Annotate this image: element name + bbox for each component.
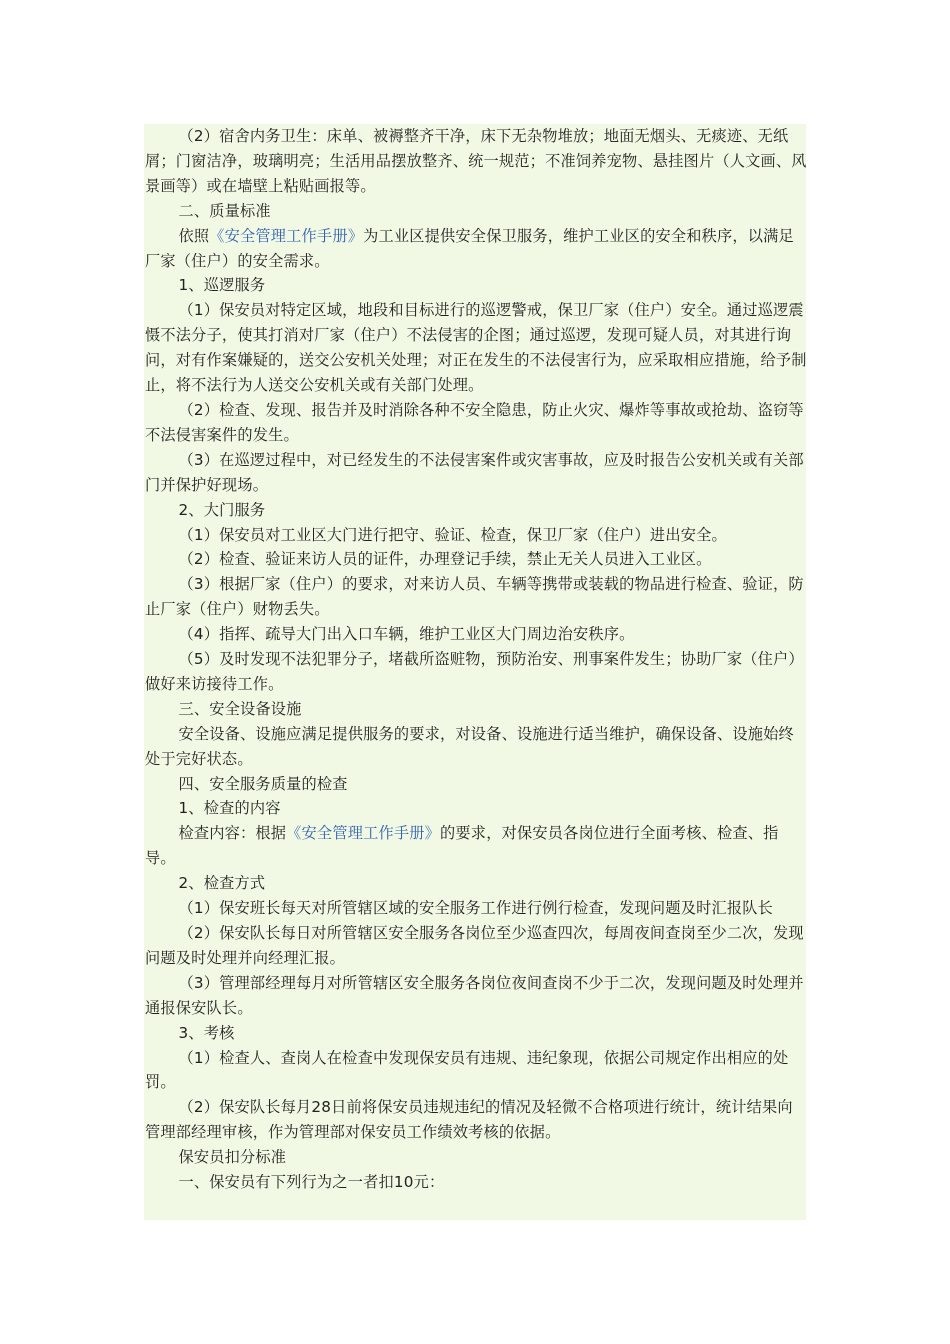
- paragraph: [145, 796, 807, 821]
- document-body: [145, 124, 807, 1195]
- paragraph-text: 安全设备、设施应满足提供服务的要求，对设备、设施进行适当维护，确保设备、设施始终处于完好状态。: [145, 724, 794, 768]
- paragraph-text: （2）检查、发现、报告并及时消除各种不安全隐患，防止火灾、爆炸等事故或抢劫、盗窃等不法侵害案件的发生。: [145, 400, 804, 444]
- paragraph: [145, 1046, 807, 1096]
- paragraph: [145, 224, 807, 274]
- paragraph-text: 保安员扣分标准: [178, 1148, 287, 1167]
- paragraph-text: （2）检查、验证来访人员的证件，办理登记手续，禁止无关人员进入工业区。: [178, 550, 712, 569]
- paragraph-text: （3）管理部经理每月对所管辖区安全服务各岗位夜间查岗不少于二次，发现问题及时处理并通报保安队长。: [145, 973, 804, 1017]
- paragraph-text: （1）保安员对特定区域，地段和目标进行的巡逻警戒，保卫厂家（住户）安全。通过巡逻震慑不法分子，使其打消对厂家（住户）不法侵害的企图；通过巡逻，发现可疑人员，对其进行询问，对有作案嫌疑的，送交公安机关处理；对正在发生的不法侵害行为，应采取相应措施，给予制止，将不法行为人送交公安机关或有关部门处理。: [145, 301, 807, 395]
- paragraph: [145, 722, 807, 772]
- paragraph: [145, 772, 807, 797]
- paragraph-text: （1）检查人、查岗人在检查中发现保安员有违规、违纪象现，依据公司规定作出相应的处罚。: [145, 1048, 789, 1092]
- paragraph: [145, 1145, 807, 1170]
- paragraph-text: （1）保安员对工业区大门进行把守、验证、检查，保卫厂家（住户）进出安全。: [178, 525, 727, 544]
- paragraph-text: 检查内容：根据: [178, 824, 287, 843]
- paragraph: [145, 971, 807, 1021]
- paragraph: [145, 547, 807, 572]
- paragraph: [145, 273, 807, 298]
- paragraph-text: 二、质量标准: [178, 201, 271, 220]
- paragraph-text: （2）保安队长每日对所管辖区安全服务各岗位至少巡查四次，每周夜间查岗至少二次，发现问题及时处理并向经理汇报。: [145, 924, 804, 967]
- paragraph: [145, 871, 807, 896]
- paragraph-text: 1、巡逻服务: [178, 276, 266, 295]
- paragraph-text: 一、保安员有下列行为之一者扣10元：: [178, 1173, 445, 1192]
- paragraph-text: 为工业区提供安全保卫服务，维护工业区的安全和秩序，以满足厂家（住户）的安全需求。: [145, 226, 794, 270]
- paragraph: [145, 622, 807, 647]
- paragraph-text: （5）及时发现不法犯罪分子，堵截所盗赃物，预防治安、刑事案件发生；协助厂家（住户）做好来访接待工作。: [145, 650, 804, 693]
- paragraph-text: 2、大门服务: [178, 500, 266, 519]
- paragraph-text: 四、安全服务质量的检查: [178, 774, 348, 793]
- paragraph: [145, 1095, 807, 1145]
- paragraph: [145, 298, 807, 398]
- paragraph-text: 三、安全设备设施: [178, 699, 302, 718]
- paragraph-text: 3、考核: [178, 1023, 235, 1042]
- paragraph-text: 1、检查的内容: [178, 799, 281, 818]
- paragraph-text: （2）保安队长每月28日前将保安员违规违纪的情况及轻微不合格项进行统计，统计结果向管理部经理审核，作为管理部对保安员工作绩效考核的依据。: [145, 1098, 793, 1142]
- paragraph: [145, 1170, 807, 1195]
- paragraph-text: 依照: [178, 226, 210, 245]
- paragraph-text: 2、检查方式: [178, 874, 266, 893]
- paragraph: [145, 1021, 807, 1046]
- paragraph: [145, 572, 807, 622]
- paragraph-text: （1）保安班长每天对所管辖区域的安全服务工作进行例行检查，发现问题及时汇报队长: [178, 899, 774, 918]
- paragraph: [145, 921, 807, 971]
- paragraph-text: （2）宿舍内务卫生：床单、被褥整齐干净，床下无杂物堆放；地面无烟头、无痰迹、无纸屑；门窗洁净，玻璃明亮；生活用品摆放整齐、统一规范；不准饲养宠物、悬挂图片（人文画、风景画等）或在墙壁上粘贴画报等。: [145, 127, 807, 195]
- paragraph: [145, 199, 807, 224]
- paragraph: [145, 896, 807, 921]
- paragraph: [145, 124, 807, 199]
- paragraph: [145, 448, 807, 498]
- paragraph: [145, 398, 807, 448]
- paragraph: [145, 821, 807, 871]
- manual-link[interactable]: 《安全管理工作手册》: [286, 824, 441, 843]
- paragraph: [145, 647, 807, 697]
- paragraph: [145, 523, 807, 548]
- paragraph-text: （4）指挥、疏导大门出入口车辆，维护工业区大门周边治安秩序。: [178, 625, 635, 644]
- paragraph-text: （3）根据厂家（住户）的要求，对来访人员、车辆等携带或装载的物品进行检查、验证，防止厂家（住户）财物丢失。: [145, 575, 804, 619]
- paragraph-text: 的要求，对保安员各岗位进行全面考核、检查、指导。: [145, 824, 779, 868]
- manual-link[interactable]: 《安全管理工作手册》: [209, 226, 364, 245]
- paragraph: [145, 697, 807, 722]
- paragraph: [145, 498, 807, 523]
- paragraph-text: （3）在巡逻过程中，对已经发生的不法侵害案件或灾害事故，应及时报告公安机关或有关部门并保护好现场。: [145, 450, 804, 494]
